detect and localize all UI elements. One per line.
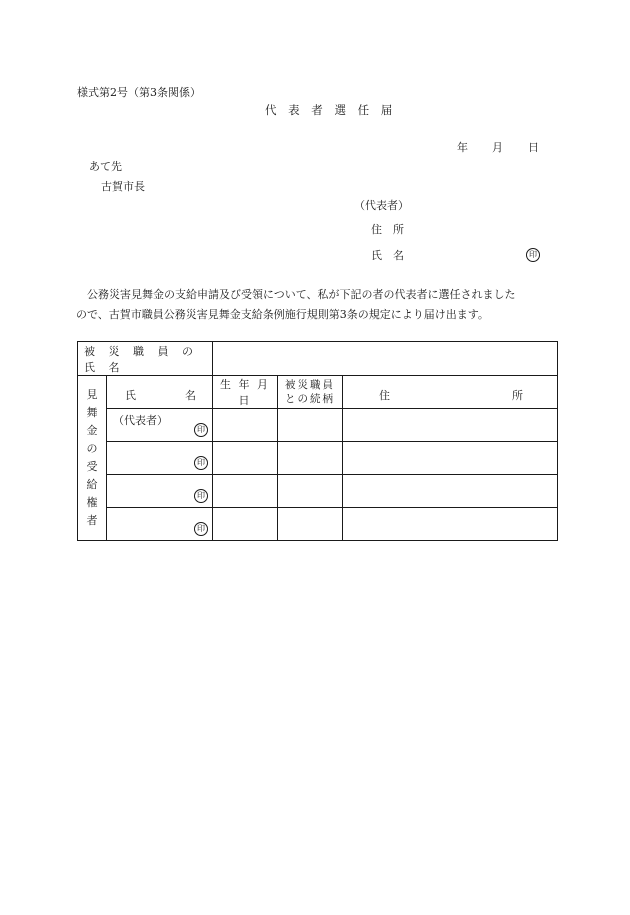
- table-row: [78, 442, 558, 475]
- victim-name-row: [78, 342, 558, 376]
- recipient-table: [77, 341, 558, 541]
- representative-label: （代表者）: [113, 414, 168, 427]
- declaration-line-2: ので、古賀市職員公務災害見舞金支給条例施行規則第3条の規定により届け出ます。: [76, 308, 489, 321]
- relation-field[interactable]: [278, 442, 343, 475]
- recipient-name-field[interactable]: [107, 442, 213, 475]
- victim-name-label: 被 災 職 員 の 氏 名: [78, 342, 213, 376]
- birthdate-field[interactable]: [213, 409, 278, 442]
- seal-icon: 印: [194, 522, 208, 536]
- address-field[interactable]: [343, 409, 558, 442]
- applicant-address-label: 住 所: [371, 223, 404, 236]
- form-number: 様式第2号（第3条関係）: [77, 86, 201, 99]
- recipient-name-field[interactable]: [107, 475, 213, 508]
- address-field[interactable]: [343, 442, 558, 475]
- birthdate-field[interactable]: [213, 475, 278, 508]
- seal-icon: 印: [194, 489, 208, 503]
- birthdate-field[interactable]: [213, 508, 278, 541]
- table-header-row: [78, 376, 558, 409]
- declaration-text: [76, 285, 556, 325]
- date-year-label: 年: [457, 141, 468, 154]
- recipients-label: 見 舞 金 の 受 給 権 者: [78, 376, 107, 541]
- table-row: [78, 409, 558, 442]
- addressee-name: 古賀市長: [101, 180, 145, 193]
- table-row: [78, 475, 558, 508]
- victim-name-field[interactable]: [213, 342, 558, 376]
- recipient-name-field[interactable]: [107, 409, 213, 442]
- header-address: 住 所: [343, 376, 558, 409]
- address-field[interactable]: [343, 508, 558, 541]
- recipient-name-field[interactable]: [107, 508, 213, 541]
- header-name: 氏 名: [107, 376, 213, 409]
- relation-field[interactable]: [278, 475, 343, 508]
- date-month-label: 月: [492, 141, 503, 154]
- seal-icon: 印: [194, 456, 208, 470]
- applicant-name-label: 氏 名: [371, 249, 404, 262]
- seal-icon: 印: [194, 423, 208, 437]
- declaration-line-1: 公務災害見舞金の支給申請及び受領について、私が下記の者の代表者に選任されました: [87, 288, 516, 301]
- table-row: [78, 508, 558, 541]
- date-day-label: 日: [528, 141, 539, 154]
- address-field[interactable]: [343, 475, 558, 508]
- relation-field[interactable]: [278, 508, 343, 541]
- birthdate-field[interactable]: [213, 442, 278, 475]
- seal-icon: 印: [526, 248, 540, 262]
- addressee-label: あて先: [89, 160, 122, 173]
- relation-field[interactable]: [278, 409, 343, 442]
- form-title: 代 表 者 選 任 届: [265, 103, 397, 117]
- header-birthdate: 生 年 月 日: [213, 376, 278, 409]
- applicant-role: （代表者）: [354, 199, 409, 212]
- header-relation: 被災職員 との続柄: [278, 376, 343, 409]
